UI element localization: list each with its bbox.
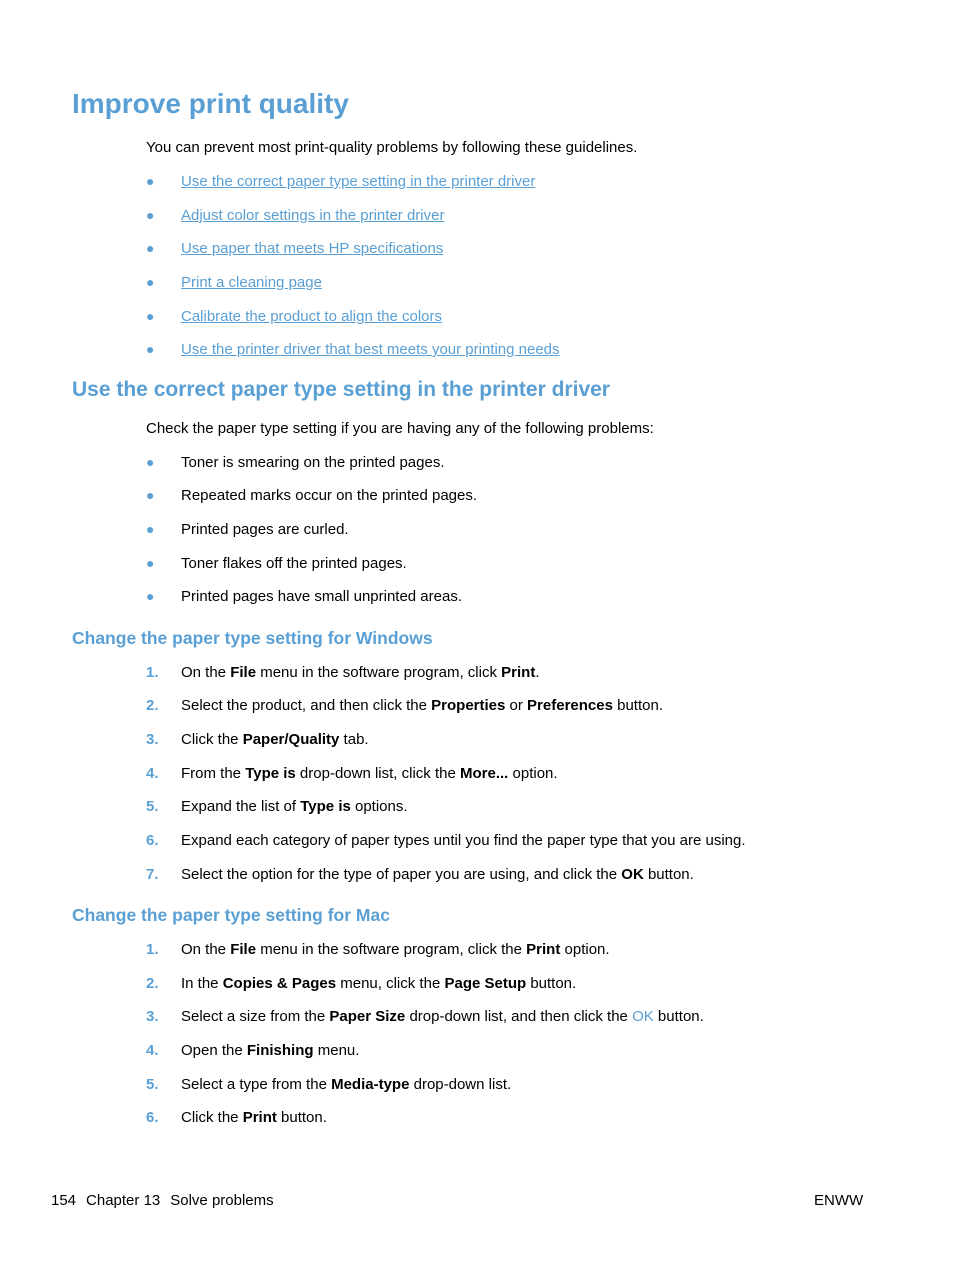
intro-paragraph: You can prevent most print-quality problems by following these guidelines. xyxy=(146,139,638,156)
step-number: 4. xyxy=(146,765,159,782)
step-text: On the File menu in the software program, click the Print option. xyxy=(181,941,610,958)
step-number: 3. xyxy=(146,1008,159,1025)
problem-text: Printed pages have small unprinted areas. xyxy=(181,588,463,605)
step-text: Select the option for the type of paper you are using, and click the OK button. xyxy=(181,866,694,883)
bullet-icon: ● xyxy=(146,487,155,503)
bullet-icon: ● xyxy=(146,521,155,537)
step-text: Select a size from the Paper Size drop-down list, and then click the OK button. xyxy=(181,1008,704,1025)
step-number: 3. xyxy=(146,731,159,748)
problem-text: Repeated marks occur on the printed pages. xyxy=(181,487,478,504)
step-text: From the Type is drop-down list, click the More... option. xyxy=(181,765,558,782)
link-paper-type-setting[interactable]: Use the correct paper type setting in the printer driver xyxy=(181,173,536,190)
step-number: 1. xyxy=(146,941,159,958)
step-number: 5. xyxy=(146,798,159,815)
mac-heading: Change the paper type setting for Mac xyxy=(72,905,390,925)
bullet-icon: ● xyxy=(146,308,155,324)
bullet-icon: ● xyxy=(146,454,155,470)
link-calibrate[interactable]: Calibrate the product to align the colors xyxy=(181,308,442,325)
link-printer-driver[interactable]: Use the printer driver that best meets your printing needs xyxy=(181,341,560,358)
ok-link[interactable]: OK xyxy=(632,1008,654,1025)
problem-text: Printed pages are curled. xyxy=(181,521,349,538)
page-footer-left xyxy=(51,1192,274,1209)
bullet-icon: ● xyxy=(146,240,155,256)
page-title: Improve print quality xyxy=(72,88,349,119)
step-number: 1. xyxy=(146,664,159,681)
step-text: In the Copies & Pages menu, click the Page Setup button. xyxy=(181,975,577,992)
chapter-label: Chapter 13 xyxy=(86,1192,161,1209)
step-text: Click the Paper/Quality tab. xyxy=(181,731,369,748)
link-cleaning-page[interactable]: Print a cleaning page xyxy=(181,274,322,291)
step-text: Click the Print button. xyxy=(181,1109,327,1126)
link-hp-paper-specs[interactable]: Use paper that meets HP specifications xyxy=(181,240,444,257)
step-number: 5. xyxy=(146,1076,159,1093)
link-adjust-color[interactable]: Adjust color settings in the printer driver xyxy=(181,207,445,224)
section-heading: Use the correct paper type setting in the printer driver xyxy=(72,378,610,401)
bullet-icon: ● xyxy=(146,588,155,604)
bullet-icon: ● xyxy=(146,555,155,571)
windows-heading: Change the paper type setting for Windows xyxy=(72,628,433,648)
step-number: 7. xyxy=(146,866,159,883)
step-text: On the File menu in the software program, click Print. xyxy=(181,664,540,681)
chapter-title: Solve problems xyxy=(170,1192,274,1209)
step-number: 4. xyxy=(146,1042,159,1059)
step-text: Select the product, and then click the Properties or Preferences button. xyxy=(181,697,663,714)
step-text: Expand the list of Type is options. xyxy=(181,798,408,815)
page-number: 154 xyxy=(51,1192,77,1209)
bullet-icon: ● xyxy=(146,341,155,357)
problem-text: Toner flakes off the printed pages. xyxy=(181,555,407,572)
step-number: 6. xyxy=(146,1109,159,1126)
step-number: 6. xyxy=(146,832,159,849)
step-text: Expand each category of paper types until you find the paper type that you are using. xyxy=(181,832,746,849)
step-text: Select a type from the Media-type drop-down list. xyxy=(181,1076,512,1093)
section-intro: Check the paper type setting if you are having any of the following problems: xyxy=(146,420,654,437)
bullet-icon: ● xyxy=(146,173,155,189)
step-text: Open the Finishing menu. xyxy=(181,1042,360,1059)
bullet-icon: ● xyxy=(146,207,155,223)
page-footer-right: ENWW xyxy=(814,1192,864,1209)
step-number: 2. xyxy=(146,697,159,714)
step-number: 2. xyxy=(146,975,159,992)
bullet-icon: ● xyxy=(146,274,155,290)
problem-text: Toner is smearing on the printed pages. xyxy=(181,454,445,471)
